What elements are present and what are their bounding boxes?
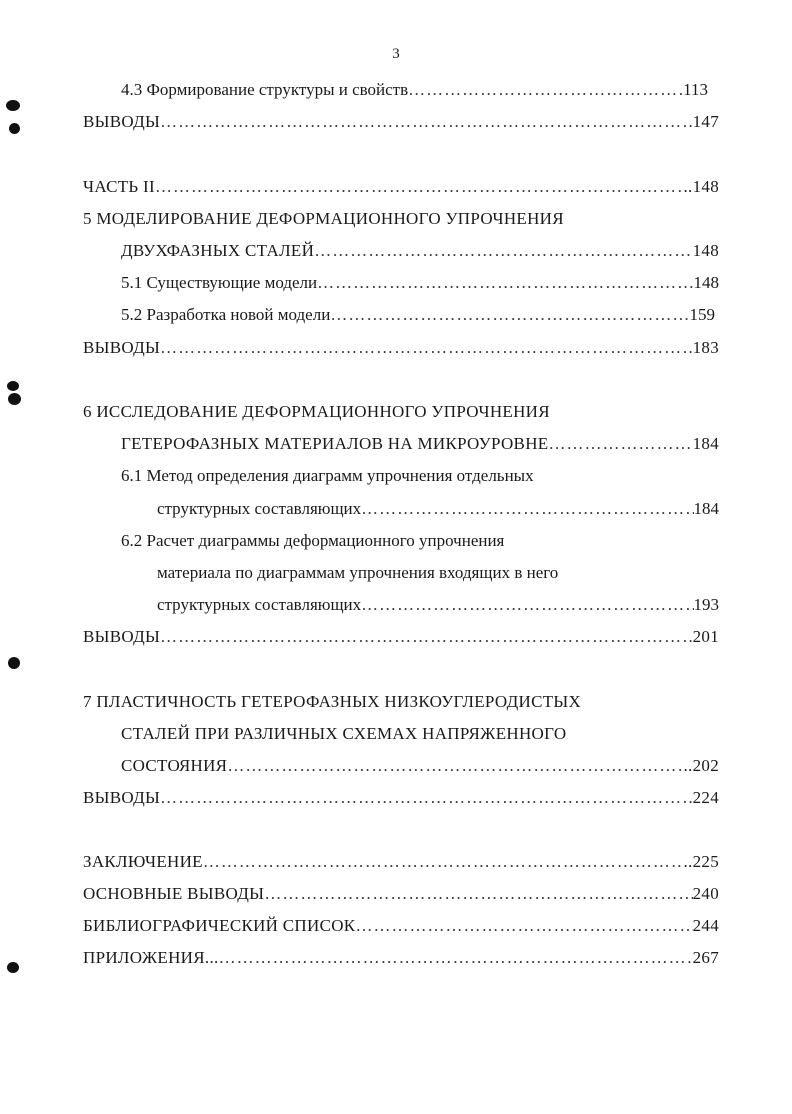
- toc-entry-title: 5.1 Существующие модели: [121, 273, 318, 292]
- toc-entry-title: ГЕТЕРОФАЗНЫХ МАТЕРИАЛОВ НА МИКРОУРОВНЕ: [121, 434, 549, 453]
- toc-entry: [121, 431, 719, 457]
- toc-page-number: 240: [692, 884, 719, 903]
- dot-leader: [408, 77, 683, 103]
- dot-leader: [160, 335, 692, 361]
- dot-leader: [160, 624, 692, 650]
- dot-leader: [264, 881, 692, 907]
- dot-leader: [160, 785, 692, 811]
- toc-entry-title: ОСНОВНЫЕ ВЫВОДЫ: [83, 884, 265, 903]
- toc-entry: [157, 592, 719, 618]
- toc-entry: [83, 624, 719, 650]
- toc-entry-title: ПРИЛОЖЕНИЯ...: [83, 948, 219, 967]
- toc-page-number: 147: [692, 112, 719, 131]
- dot-leader: [219, 945, 693, 971]
- punch-hole-mark: [8, 393, 21, 405]
- page-number: 3: [392, 46, 400, 62]
- dot-leader: [548, 431, 692, 457]
- toc-page-number: 159: [689, 305, 715, 324]
- punch-hole-mark: [7, 381, 19, 391]
- toc-entry: [121, 753, 719, 779]
- toc-chapter-heading: 5 МОДЕЛИРОВАНИЕ ДЕФОРМАЦИОННОГО УПРОЧНЕНИЯ: [83, 209, 564, 228]
- punch-hole-mark: [9, 123, 20, 134]
- toc-entry: [121, 238, 719, 264]
- punch-hole-mark: [8, 657, 20, 669]
- toc-entry: [83, 849, 719, 875]
- toc-page-number: 148: [693, 273, 719, 292]
- toc-page-number: ..148: [683, 177, 719, 196]
- toc-entry-title: структурных составляющих: [157, 499, 362, 518]
- toc-entry: [157, 496, 719, 522]
- toc-entry-title: структурных составляющих: [157, 595, 362, 614]
- toc-entry-title: ДВУХФАЗНЫХ СТАЛЕЙ: [121, 241, 315, 260]
- toc-entry-title: ВЫВОДЫ: [83, 627, 161, 646]
- punch-hole-mark: [6, 100, 20, 111]
- toc-entry: [83, 109, 719, 135]
- toc-entry: [83, 881, 719, 907]
- toc-entry: [121, 77, 708, 103]
- dot-leader: [361, 592, 693, 618]
- dot-leader: [317, 270, 693, 296]
- dot-leader: [355, 913, 692, 939]
- toc-page-number: 244: [692, 916, 719, 935]
- toc-chapter-heading: 6 ИССЛЕДОВАНИЕ ДЕФОРМАЦИОННОГО УПРОЧНЕНИЯ: [83, 402, 550, 421]
- toc-page-number: ..202: [683, 756, 719, 775]
- toc-chapter-heading: 7 ПЛАСТИЧНОСТЬ ГЕТЕРОФАЗНЫХ НИЗКОУГЛЕРОДИСТЫХ: [83, 692, 582, 711]
- toc-page-number: 184: [692, 434, 719, 453]
- toc-entry-title: БИБЛИОГРАФИЧЕСКИЙ СПИСОК: [83, 916, 356, 935]
- toc-entry-title: ЗАКЛЮЧЕНИЕ: [83, 852, 203, 871]
- toc-page-number: 224: [692, 788, 719, 807]
- dot-leader: [330, 302, 689, 328]
- toc-entry-title: СОСТОЯНИЯ: [121, 756, 228, 775]
- toc-page-number: ..225: [683, 852, 719, 871]
- toc-page-number: 267: [692, 948, 719, 967]
- toc-entry-title: ВЫВОДЫ: [83, 788, 161, 807]
- toc-entry: [121, 270, 719, 296]
- dot-leader: [155, 174, 684, 200]
- dot-leader: [227, 753, 683, 779]
- toc-page-number: 201: [692, 627, 719, 646]
- dot-leader: [160, 109, 692, 135]
- toc-entry: [83, 174, 719, 200]
- toc-section-heading-continued: материала по диаграммам упрочнения входящих в него: [157, 563, 559, 582]
- toc-page-number: 193: [693, 595, 719, 614]
- dot-leader: [203, 849, 684, 875]
- toc-entry: [121, 302, 715, 328]
- punch-hole-mark: [7, 962, 19, 973]
- toc-section-heading: 6.1 Метод определения диаграмм упрочнения отдельных: [121, 466, 534, 485]
- toc-entry-title: 5.2 Разработка новой модели: [121, 305, 331, 324]
- toc-section-heading: 6.2 Расчет диаграммы деформационного упрочнения: [121, 531, 505, 550]
- toc-entry-title: ЧАСТЬ II: [83, 177, 155, 196]
- toc-entry: [83, 913, 719, 939]
- toc-chapter-heading-continued: СТАЛЕЙ ПРИ РАЗЛИЧНЫХ СХЕМАХ НАПРЯЖЕННОГО: [121, 724, 567, 743]
- toc-entry: [83, 945, 719, 971]
- toc-page-number: 148: [692, 241, 719, 260]
- toc-page-number: 113: [683, 80, 708, 99]
- toc-entry: [83, 335, 719, 361]
- dot-leader: [314, 238, 692, 264]
- toc-entry: [83, 785, 719, 811]
- toc-page-number: 184: [693, 499, 719, 518]
- toc-entry-title: 4.3 Формирование структуры и свойств: [121, 80, 409, 99]
- dot-leader: [361, 496, 693, 522]
- toc-page-number: 183: [692, 338, 719, 357]
- toc-entry-title: ВЫВОДЫ: [83, 112, 161, 131]
- toc-entry-title: ВЫВОДЫ: [83, 338, 161, 357]
